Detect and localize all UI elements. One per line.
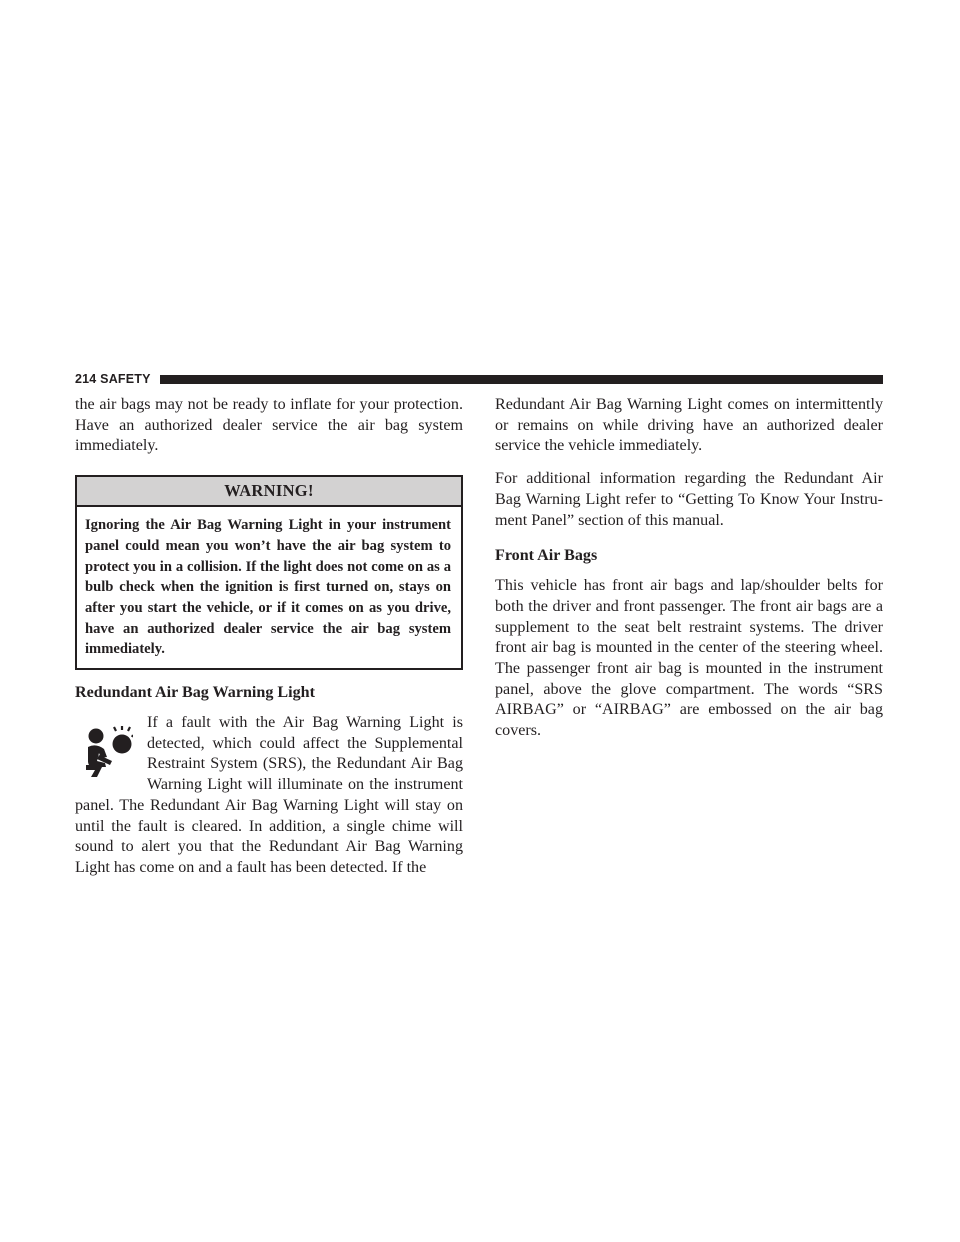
left-column	[75, 395, 463, 893]
page-header	[75, 372, 883, 386]
heading-redundant-air-bag: Redundant Air Bag Warning Light	[75, 684, 315, 702]
additional-info-paragraph: For additional information regarding the Redundant Air Bag Warning Light refer to “Getting To Know Your Instrument Panel” section of this manual.	[495, 470, 883, 529]
page-header-label	[75, 372, 151, 386]
redundant-paragraph: If a fault with the Air Bag Warning Light is detected, which could affect the Supplemental Restraint System (SRS), the Redundant Air Bag Warning Light will illuminate on the instrument panel. The Redundant Air Bag Warning Light will stay on until the fault is cleared. In addition, a single chime will sound to alert you that the Redundant Air Bag Warning Light has come on and a fault has been detected. If the	[75, 714, 463, 876]
warning-title: WARNING!	[77, 477, 461, 507]
section-title: SAFETY	[100, 372, 151, 386]
header-rule	[160, 375, 883, 384]
warning-body: Ignoring the Air Bag Warning Light in your instrument panel could mean you won’t have the air bag system to protect you in a collision. If the light does not come on as a bulb check when the ignition is first turned on, stays on after you start the vehicle, or if it comes on as you drive, have an authorized dealer service the air bag system immediately.	[85, 517, 451, 658]
continued-paragraph: Redundant Air Bag Warning Light comes on intermittently or remains on while driving have an authorized dealer service the vehicle immediately.	[495, 396, 883, 455]
airbag-warning-icon	[81, 725, 133, 777]
front-air-bags-paragraph: This vehicle has front air bags and lap/shoulder belts for both the driver and front passenger. The front air bags are a supplement to the seat belt restraint systems. The driver front air bag is mounted in the center of the steering wheel. The passenger front air bag is mounted in the instrument panel, above the glove compartment. The words “SRS AIRBAG” or “AIRBAG” are embossed on the air bag covers.	[495, 577, 883, 740]
page-number: 214	[75, 372, 97, 386]
intro-paragraph: the air bags may not be ready to inflate for your protection. Have an authorized dealer service the air bag system immediately.	[75, 396, 463, 455]
right-column	[495, 395, 883, 756]
redundant-section	[75, 713, 463, 893]
heading-front-air-bags: Front Air Bags	[495, 547, 598, 565]
warning-box	[75, 475, 463, 670]
